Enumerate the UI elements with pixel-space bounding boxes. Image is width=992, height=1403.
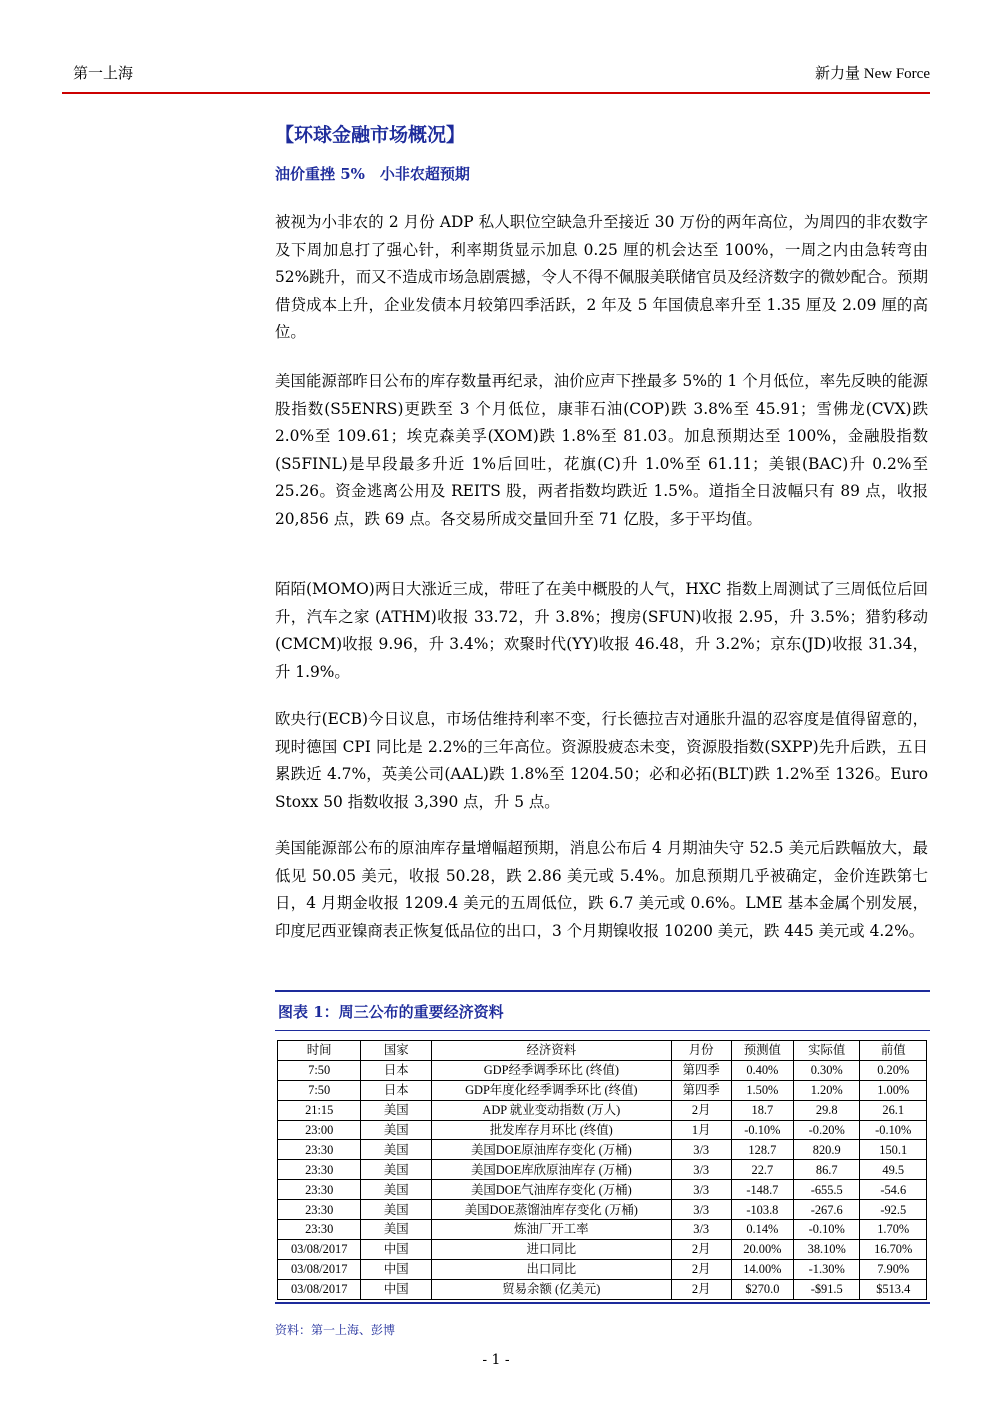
- paragraph-1: 被视为小非农的 2 月份 ADP 私人职位空缺急升至接近 30 万份的两年高位，为周四的非农数字及下周加息打了强心针，利率期货显示加息 0.25 厘的机会达至 100%，一周之内由急转弯由 52%跳升，而又不造成市场急剧震撼，令人不得不佩服美联储官员及经济数字的微妙配合。预期借贷成本上升，企业发债本月较第四季活跃，2 年及 5 年国债息率升至 1.35 厘及 2.09 厘的高位。: [275, 213, 928, 342]
- table-cell: 2月: [671, 1239, 731, 1259]
- col-previous: 前值: [860, 1041, 927, 1061]
- table-cell: 1月: [671, 1120, 731, 1140]
- table-row: [278, 1180, 927, 1200]
- table-cell: 第四季: [671, 1060, 731, 1080]
- section-subtitle: 油价重挫 5% 小非农超预期: [275, 165, 470, 183]
- table-cell: GDP经季调季环比 (终值): [432, 1060, 672, 1080]
- table-cell: 美国: [361, 1220, 432, 1240]
- table-cell: 美国: [361, 1160, 432, 1180]
- table-cell: 美国: [361, 1180, 432, 1200]
- table-row: [278, 1080, 927, 1100]
- table-cell: 中国: [361, 1259, 432, 1279]
- col-actual: 实际值: [794, 1041, 860, 1061]
- paragraph-5: 美国能源部公布的原油库存量增幅超预期，消息公布后 4 月期油失守 52.5 美元后跌幅放大，最低见 50.05 美元，收报 50.28，跌 2.86 美元或 5.4%。加息预期几乎被确定，金价连跌第七日，4 月期金收报 1209.4 美元的五周低位，跌 6.7 美元或 0.6%。LME 基本金属个别发展，印度尼西亚镍商表正恢复低品位的出口，3 个月期镍收报 10200 美元，跌 445 美元或 4.2%。: [275, 839, 928, 940]
- table-cell: -655.5: [794, 1180, 860, 1200]
- table-cell: 0.20%: [860, 1060, 927, 1080]
- table-cell: ADP 就业变动指数 (万人): [432, 1100, 672, 1120]
- paragraph-4: 欧央行(ECB)今日议息，市场估维持利率不变，行长德拉吉对通胀升温的忍容度是值得留意的，现时德国 CPI 同比是 2.2%的三年高位。资源股疲态未变，资源股指数(SXPP)先升后跌，五日累跌近 4.7%，英美公司(AAL)跌 1.8%至 1204.50；必和必拓(BLT)跌 1.2%至 1326。Euro Stoxx 50 指数收报 3,390 点，升 5 点。: [275, 710, 928, 811]
- table-cell: -0.20%: [794, 1120, 860, 1140]
- table-cell: 出口同比: [432, 1259, 672, 1279]
- table-cell: 3/3: [671, 1160, 731, 1180]
- table-cell: 美国: [361, 1200, 432, 1220]
- table-cell: 86.7: [794, 1160, 860, 1180]
- table-row: [278, 1060, 927, 1080]
- table-cell: 23:00: [278, 1120, 361, 1140]
- table-cell: -54.6: [860, 1180, 927, 1200]
- figure-top-rule: [275, 990, 930, 992]
- table-cell: 7:50: [278, 1080, 361, 1100]
- col-month: 月份: [671, 1041, 731, 1061]
- paragraph-2: 美国能源部昨日公布的库存数量再纪录，油价应声下挫最多 5%的 1 个月低位，率先反映的能源股指数(S5ENRS)更跌至 3 个月低位，康菲石油(COP)跌 3.8%至 45.91；雪佛龙(CVX)跌 2.0%至 109.61；埃克森美孚(XOM)跌 1.8%至 81.03。加息预期达至 100%，金融股指数(S5FINL)是早段最多升近 1%后回吐，花旗(C)升 1.0%至 61.11；美银(BAC)升 0.2%至 25.26。资金逃离公用及 REITS 股，两者指数均跌近 1.5%。道指全日波幅只有 89 点，收报 20,856 点，跌 69 点。各交易所成交量回升至 71 亿股，多于平均值。: [275, 372, 928, 528]
- table-row: [278, 1259, 927, 1279]
- figure-source: 资料：第一上海、彭博: [275, 1323, 396, 1337]
- table-cell: 3/3: [671, 1140, 731, 1160]
- table-cell: $513.4: [860, 1279, 927, 1299]
- table-cell: 29.8: [794, 1100, 860, 1120]
- table-cell: 16.70%: [860, 1239, 927, 1259]
- table-cell: 23:30: [278, 1200, 361, 1220]
- table-row: [278, 1140, 927, 1160]
- table-row: [278, 1120, 927, 1140]
- table-cell: 美国DOE原油库存变化 (万桶): [432, 1140, 672, 1160]
- table-cell: 150.1: [860, 1140, 927, 1160]
- table-cell: 7.90%: [860, 1259, 927, 1279]
- table-cell: 7:50: [278, 1060, 361, 1080]
- page-number: - 1 -: [482, 1352, 510, 1368]
- table-cell: -$91.5: [794, 1279, 860, 1299]
- table-row: [278, 1220, 927, 1240]
- table-cell: $270.0: [731, 1279, 793, 1299]
- table-cell: 3/3: [671, 1180, 731, 1200]
- table-cell: 21:15: [278, 1100, 361, 1120]
- table-cell: 第四季: [671, 1080, 731, 1100]
- col-time: 时间: [278, 1041, 361, 1061]
- table-cell: -1.30%: [794, 1259, 860, 1279]
- table-cell: GDP年度化经季调季环比 (终值): [432, 1080, 672, 1100]
- table-cell: 03/08/2017: [278, 1259, 361, 1279]
- table-cell: 2月: [671, 1259, 731, 1279]
- table-header-row: [278, 1041, 927, 1061]
- table-cell: 49.5: [860, 1160, 927, 1180]
- table-cell: 贸易余额 (亿美元): [432, 1279, 672, 1299]
- table-cell: 128.7: [731, 1140, 793, 1160]
- table-cell: 23:30: [278, 1180, 361, 1200]
- section-title: 【环球金融市场概况】: [275, 124, 466, 146]
- table-cell: 炼油厂开工率: [432, 1220, 672, 1240]
- header-right-brand: 新力量 New Force: [815, 66, 930, 82]
- table-cell: -0.10%: [731, 1120, 793, 1140]
- table-row: [278, 1200, 927, 1220]
- table-row: [278, 1279, 927, 1299]
- table-cell: 2月: [671, 1279, 731, 1299]
- table-cell: 批发库存月环比 (终值): [432, 1120, 672, 1140]
- table-cell: 38.10%: [794, 1239, 860, 1259]
- figure-bottom-rule: [275, 1302, 930, 1304]
- table-cell: 美国DOE蒸馏油库存变化 (万桶): [432, 1200, 672, 1220]
- table-cell: 中国: [361, 1239, 432, 1259]
- table-cell: 0.14%: [731, 1220, 793, 1240]
- table-cell: 23:30: [278, 1160, 361, 1180]
- table-cell: 23:30: [278, 1220, 361, 1240]
- table-cell: 18.7: [731, 1100, 793, 1120]
- table-cell: 03/08/2017: [278, 1279, 361, 1299]
- table-cell: 美国: [361, 1100, 432, 1120]
- figure-title: 图表 1：周三公布的重要经济资料: [278, 1003, 504, 1021]
- paragraph-3: 陌陌(MOMO)两日大涨近三成，带旺了在美中概股的人气，HXC 指数上周测试了三周低位后回升，汽车之家 (ATHM)收报 33.72，升 3.8%；搜房(SFUN)收报 2.95，升 3.5%；猎豹移动(CMCM)收报 9.96，升 3.4%；欢聚时代(YY)收报 46.48，升 3.2%；京东(JD)收报 31.34，升 1.9%。: [275, 580, 928, 681]
- table-cell: -0.10%: [860, 1120, 927, 1140]
- table-cell: 美国: [361, 1140, 432, 1160]
- table-cell: 22.7: [731, 1160, 793, 1180]
- table-cell: 日本: [361, 1080, 432, 1100]
- table-cell: 3/3: [671, 1220, 731, 1240]
- table-cell: -148.7: [731, 1180, 793, 1200]
- table-cell: 1.50%: [731, 1080, 793, 1100]
- table-cell: 1.00%: [860, 1080, 927, 1100]
- table-row: [278, 1239, 927, 1259]
- table-cell: 0.30%: [794, 1060, 860, 1080]
- table-cell: 中国: [361, 1279, 432, 1299]
- table-row: [278, 1160, 927, 1180]
- table-cell: 1.70%: [860, 1220, 927, 1240]
- table-cell: 3/3: [671, 1200, 731, 1220]
- table-cell: 0.40%: [731, 1060, 793, 1080]
- table-cell: 美国DOE气油库存变化 (万桶): [432, 1180, 672, 1200]
- table-cell: 1.20%: [794, 1080, 860, 1100]
- header-divider: [62, 92, 930, 94]
- table-cell: -92.5: [860, 1200, 927, 1220]
- table-cell: 03/08/2017: [278, 1239, 361, 1259]
- table-cell: 美国: [361, 1120, 432, 1140]
- table-row: [278, 1100, 927, 1120]
- col-forecast: 预测值: [731, 1041, 793, 1061]
- table-cell: 美国DOE库欣原油库存 (万桶): [432, 1160, 672, 1180]
- table-cell: 23:30: [278, 1140, 361, 1160]
- economic-data-table: [277, 1040, 927, 1300]
- figure-title-rule: [275, 1030, 930, 1031]
- col-country: 国家: [361, 1041, 432, 1061]
- table-cell: 20.00%: [731, 1239, 793, 1259]
- table-cell: 820.9: [794, 1140, 860, 1160]
- table-cell: -0.10%: [794, 1220, 860, 1240]
- table-cell: -103.8: [731, 1200, 793, 1220]
- table-cell: 日本: [361, 1060, 432, 1080]
- header-left-company: 第一上海: [73, 64, 134, 82]
- table-cell: 2月: [671, 1100, 731, 1120]
- table-cell: 进口同比: [432, 1239, 672, 1259]
- table-cell: 14.00%: [731, 1259, 793, 1279]
- table-cell: 26.1: [860, 1100, 927, 1120]
- table-cell: -267.6: [794, 1200, 860, 1220]
- col-indicator: 经济资料: [432, 1041, 672, 1061]
